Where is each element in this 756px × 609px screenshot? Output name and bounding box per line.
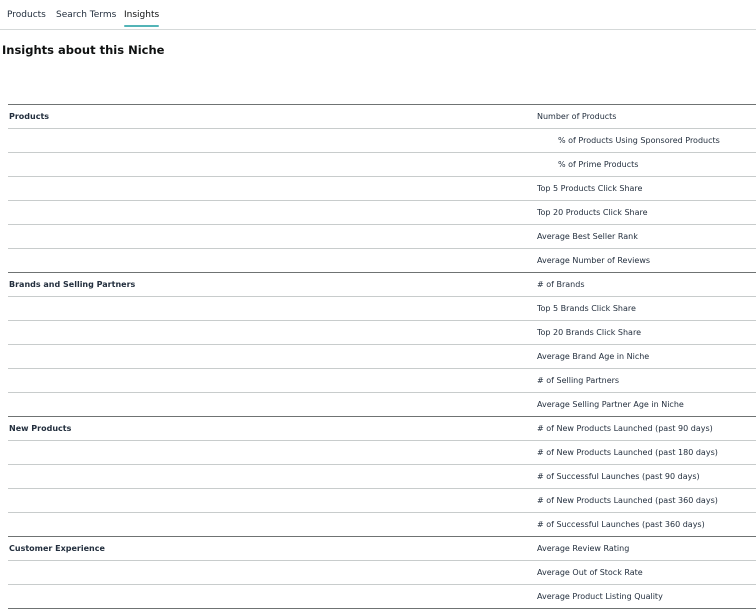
metric-label: # of New Products Launched (past 360 days) bbox=[537, 496, 718, 505]
metric-label: # of Selling Partners bbox=[537, 376, 620, 385]
group-label: Brands and Selling Partners bbox=[9, 280, 136, 289]
metric-label: Average Product Listing Quality bbox=[537, 592, 663, 601]
metric-label: Top 5 Products Click Share bbox=[537, 184, 643, 193]
tab-bar bbox=[0, 0, 756, 30]
metric-label: # of Successful Launches (past 360 days) bbox=[537, 520, 705, 529]
table-row bbox=[8, 537, 756, 561]
metric-label: Top 5 Brands Click Share bbox=[537, 304, 636, 313]
table-row bbox=[8, 249, 756, 273]
table-row bbox=[8, 441, 756, 465]
table-row bbox=[8, 393, 756, 417]
metric-label: # of New Products Launched (past 180 days) bbox=[537, 448, 718, 457]
table-row bbox=[8, 585, 756, 609]
metric-label: Average Brand Age in Niche bbox=[537, 352, 650, 361]
metric-label: Number of Products bbox=[537, 112, 617, 121]
table-row bbox=[8, 153, 756, 177]
group-label: Customer Experience bbox=[9, 544, 105, 553]
metric-label: # of Brands bbox=[537, 280, 585, 289]
tab-products[interactable]: Products bbox=[7, 10, 46, 20]
table-row bbox=[8, 489, 756, 513]
metric-label: Average Number of Reviews bbox=[537, 256, 651, 265]
table-row bbox=[8, 105, 756, 129]
metric-label: Average Selling Partner Age in Niche bbox=[537, 400, 684, 409]
metric-label: # of Successful Launches (past 90 days) bbox=[537, 472, 700, 481]
table-row bbox=[8, 129, 756, 153]
metric-label: Top 20 Brands Click Share bbox=[537, 328, 641, 337]
metric-label: % of Products Using Sponsored Products bbox=[558, 136, 720, 145]
table-row bbox=[8, 465, 756, 489]
page-title: Insights about this Niche bbox=[2, 43, 165, 57]
metric-label: Average Out of Stock Rate bbox=[537, 568, 643, 577]
metric-label: Average Best Seller Rank bbox=[537, 232, 638, 241]
tab-search-terms[interactable]: Search Terms bbox=[56, 10, 117, 20]
table-row bbox=[8, 561, 756, 585]
table-row bbox=[8, 201, 756, 225]
table-row bbox=[8, 513, 756, 537]
group-label: New Products bbox=[9, 424, 72, 433]
table-row bbox=[8, 321, 756, 345]
table-row bbox=[8, 369, 756, 393]
metric-label: # of New Products Launched (past 90 days) bbox=[537, 424, 713, 433]
table-row bbox=[8, 273, 756, 297]
table-row bbox=[8, 177, 756, 201]
group-label: Products bbox=[9, 112, 50, 121]
table-row bbox=[8, 297, 756, 321]
table-row bbox=[8, 345, 756, 369]
tab-insights[interactable]: Insights bbox=[124, 10, 160, 20]
metric-label: % of Prime Products bbox=[558, 160, 639, 169]
metric-label: Top 20 Products Click Share bbox=[537, 208, 648, 217]
table-row bbox=[8, 225, 756, 249]
insights-table bbox=[8, 104, 756, 609]
metric-label: Average Review Rating bbox=[537, 544, 630, 553]
table-row bbox=[8, 417, 756, 441]
